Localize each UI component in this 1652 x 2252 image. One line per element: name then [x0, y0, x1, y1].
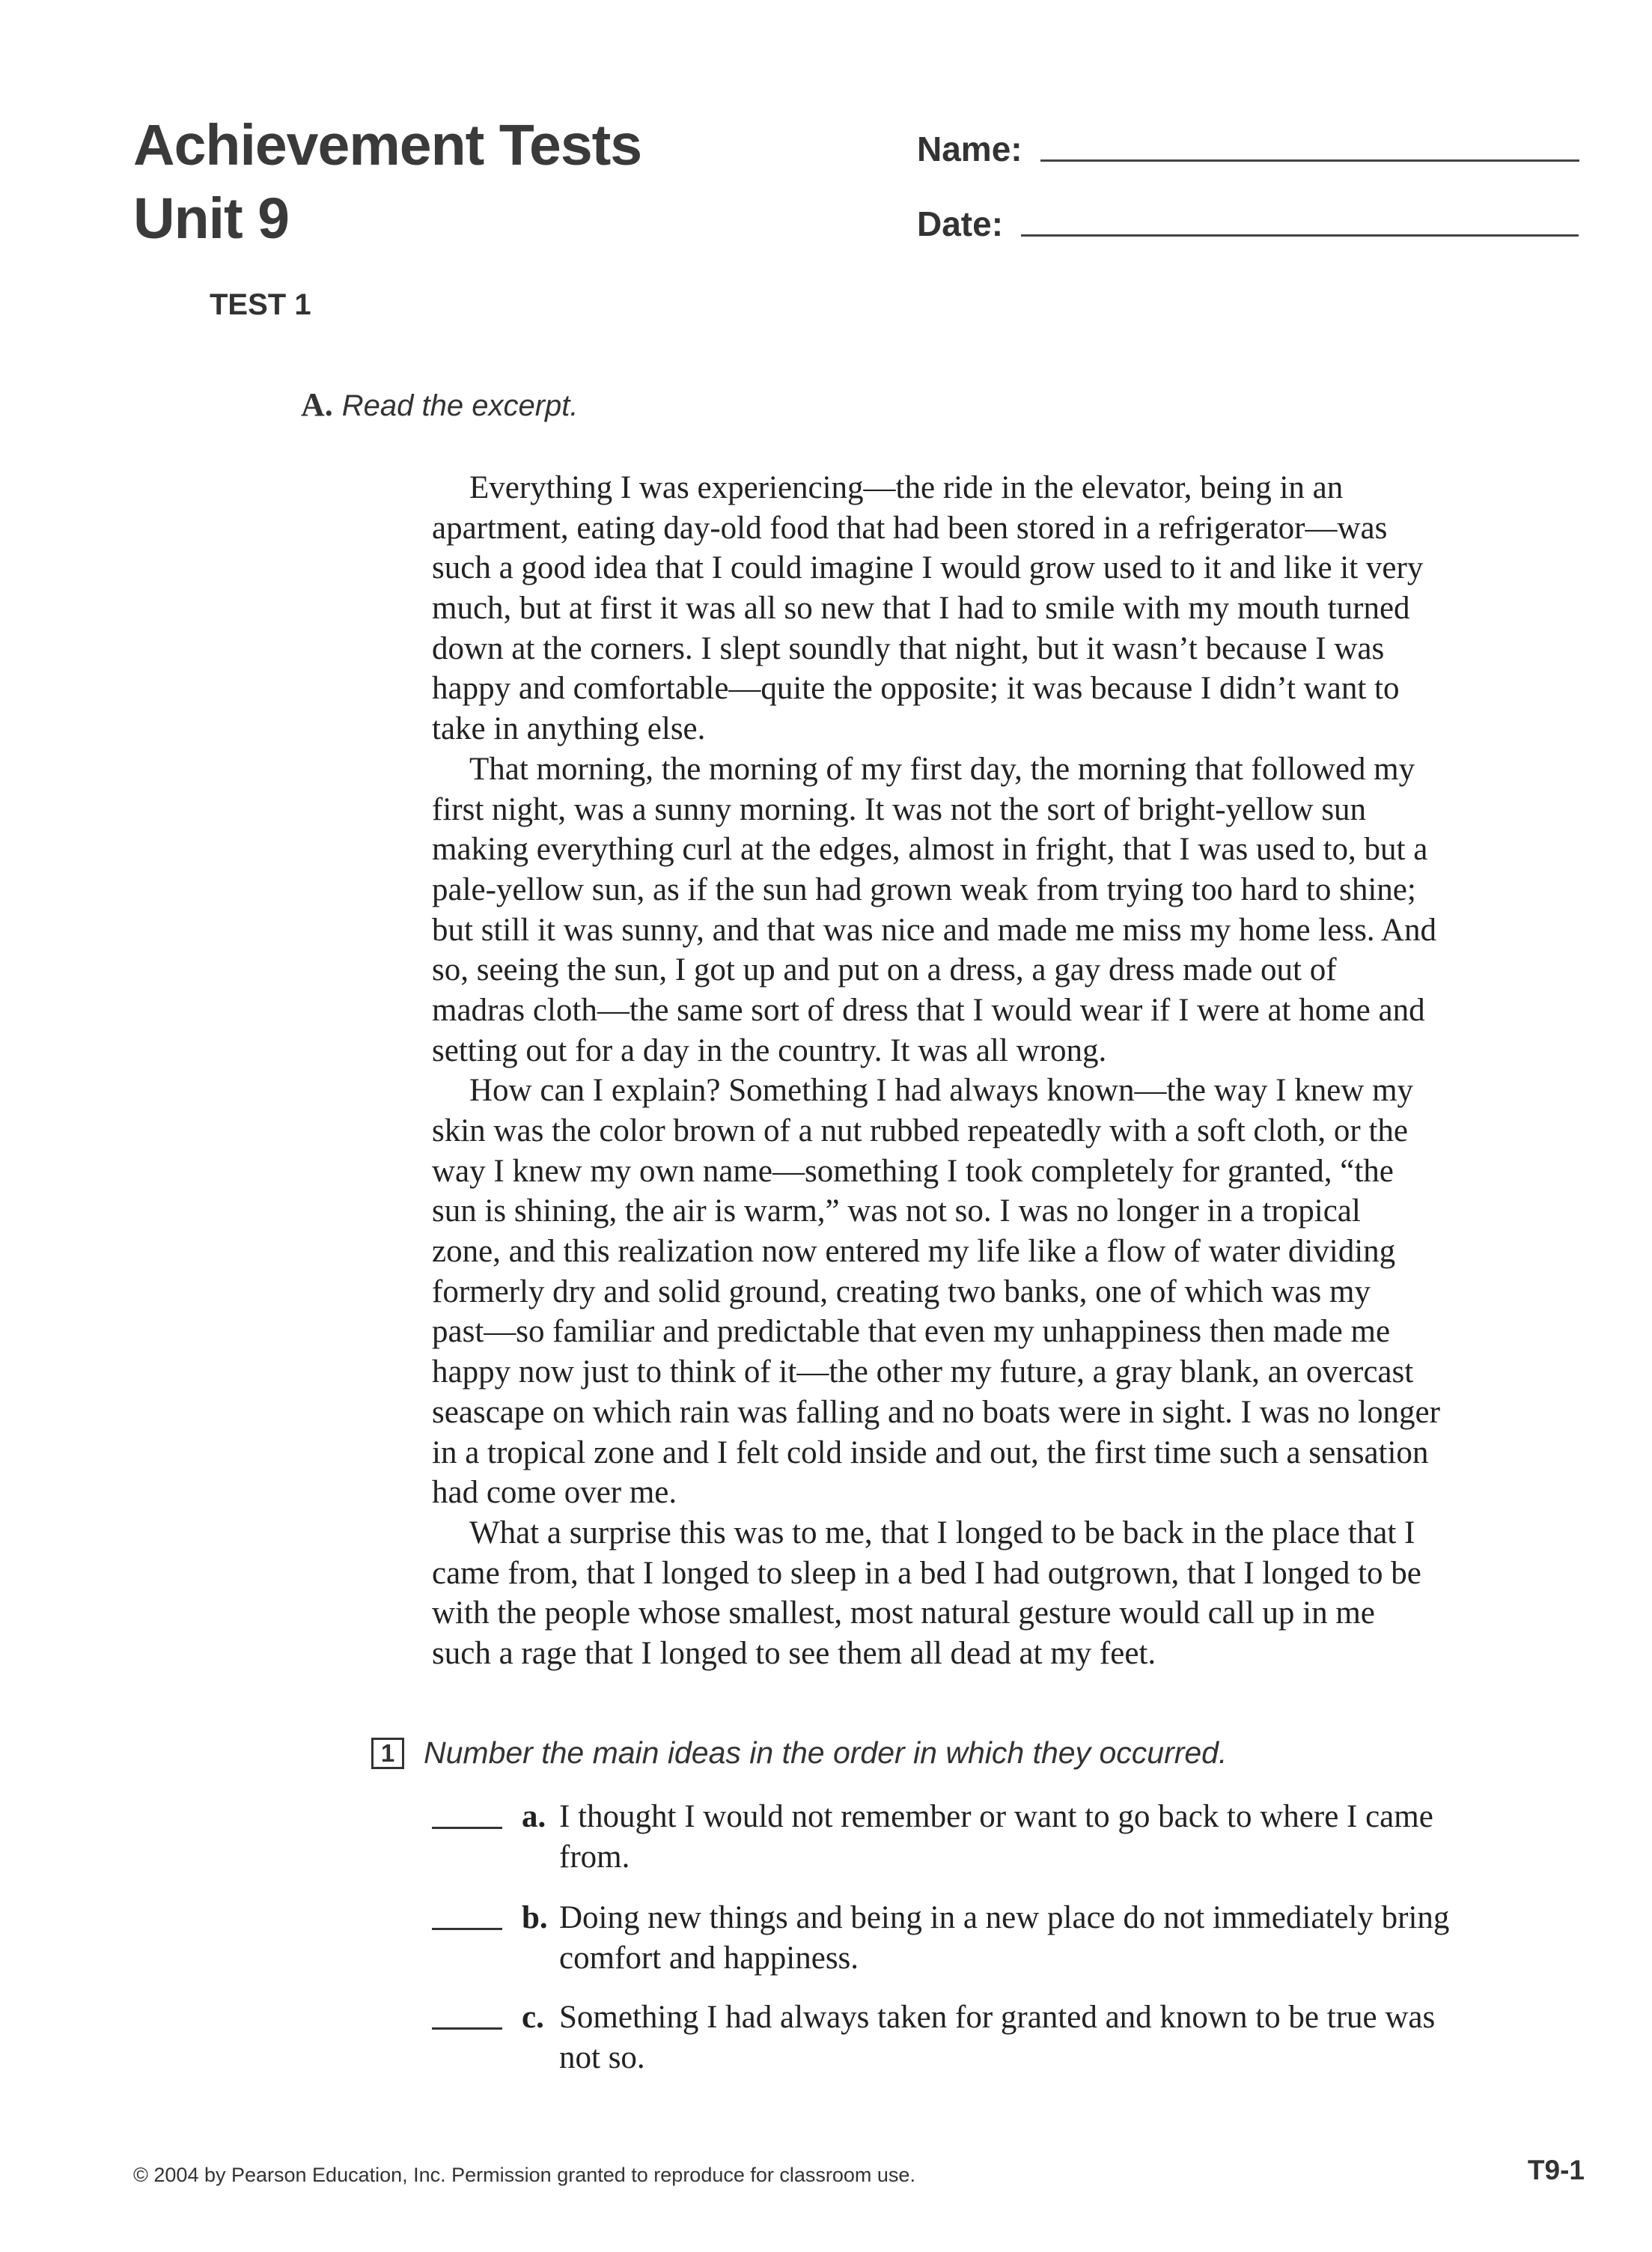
- excerpt-line: happy now just to think of it—the other my future, a gray blank, an overcast: [432, 1354, 1414, 1390]
- answer-blank-a[interactable]: [432, 1827, 502, 1829]
- excerpt-line: take in anything else.: [432, 711, 706, 747]
- excerpt-line: way I knew my own name—something I took completely for granted, “the: [432, 1153, 1394, 1189]
- item-letter: a.: [522, 1799, 546, 1834]
- excerpt-line: in a tropical zone and I felt cold inside and out, the first time such a sensation: [432, 1434, 1429, 1470]
- excerpt-line: making everything curl at the edges, almost in fright, that I was used to, but a: [432, 832, 1428, 868]
- name-blank-line[interactable]: [1040, 159, 1579, 162]
- item-text-line: comfort and happiness.: [559, 1941, 859, 1976]
- excerpt-line: down at the corners. I slept soundly that night, but it wasn’t because I was: [432, 630, 1385, 666]
- excerpt-line: apartment, eating day-old food that had been stored in a refrigerator—was: [432, 510, 1388, 546]
- title-line-1: Achievement Tests: [133, 113, 642, 177]
- question-number-box: 1: [371, 1738, 404, 1769]
- excerpt-line: What a surprise this was to me, that I longed to be back in the place that I: [469, 1515, 1415, 1550]
- excerpt-line: madras cloth—the same sort of dress that I would wear if I were at home and: [432, 992, 1425, 1028]
- date-label: Date:: [917, 204, 1004, 243]
- excerpt-line: zone, and this realization now entered my life like a flow of water dividing: [432, 1234, 1396, 1270]
- title-line-2: Unit 9: [133, 186, 289, 251]
- item-text-line: Something I had always taken for granted and known to be true was: [559, 2000, 1436, 2035]
- excerpt-line: but still it was sunny, and that was nice and made me miss my home less. And: [432, 912, 1436, 948]
- question-1-heading: [371, 1735, 1227, 1771]
- item-text-line: not so.: [559, 2040, 645, 2075]
- test-label: TEST 1: [210, 288, 311, 321]
- section-instruction: Read the excerpt.: [341, 389, 579, 422]
- excerpt-line: much, but at first it was all so new that I had to smile with my mouth turned: [432, 591, 1410, 627]
- item-text: [559, 1997, 1585, 2078]
- name-field[interactable]: [917, 129, 1579, 169]
- excerpt-line: such a rage that I longed to see them all dead at my feet.: [432, 1635, 1156, 1671]
- section-a-heading: [301, 386, 579, 424]
- excerpt-line: such a good idea that I could imagine I would grow used to it and like it very: [432, 550, 1424, 586]
- excerpt-passage: [432, 468, 1585, 1674]
- name-label: Name:: [917, 130, 1022, 168]
- excerpt-line: happy and comfortable—quite the opposite; it was because I didn’t want to: [432, 671, 1400, 707]
- page-title: [133, 109, 747, 255]
- excerpt-line: formerly dry and solid ground, creating two banks, one of which was my: [432, 1273, 1371, 1309]
- excerpt-line: How can I explain? Something I had always known—the way I knew my: [469, 1073, 1414, 1109]
- question-instruction: Number the main ideas in the order in which they occurred.: [424, 1735, 1228, 1770]
- item-text: [559, 1797, 1585, 1878]
- excerpt-line: Everything I was experiencing—the ride in the elevator, being in an: [469, 470, 1344, 505]
- date-blank-line[interactable]: [1021, 234, 1579, 237]
- excerpt-line: came from, that I longed to sleep in a bed I had outgrown, that I longed to be: [432, 1555, 1421, 1591]
- excerpt-line: setting out for a day in the country. It was all wrong.: [432, 1032, 1107, 1068]
- excerpt-line: so, seeing the sun, I got up and put on a dress, a gay dress made out of: [432, 952, 1337, 988]
- excerpt-line: seascape on which rain was falling and no boats were in sight. I was no longer: [432, 1394, 1440, 1430]
- item-letter: c.: [522, 2000, 544, 2035]
- answer-blank-b[interactable]: [432, 1928, 502, 1930]
- excerpt-line: sun is shining, the air is warm,” was not so. I was no longer in a tropical: [432, 1193, 1361, 1229]
- item-text-line: I thought I would not remember or want to go back to where I came: [559, 1799, 1433, 1834]
- item-text-line: from.: [559, 1839, 630, 1875]
- section-letter: A.: [301, 386, 333, 423]
- answer-blank-c[interactable]: [432, 2027, 502, 2030]
- excerpt-line: skin was the color brown of a nut rubbed repeatedly with a soft cloth, or the: [432, 1113, 1408, 1148]
- excerpt-line: with the people whose smallest, most natural gesture would call up in me: [432, 1595, 1375, 1631]
- excerpt-line: first night, was a sunny morning. It was not the sort of bright-yellow sun: [432, 791, 1367, 827]
- page-number: T9-1: [1527, 2155, 1585, 2185]
- excerpt-line: pale-yellow sun, as if the sun had grown weak from trying too hard to shine;: [432, 871, 1416, 907]
- item-text: [559, 1898, 1585, 1979]
- excerpt-line: That morning, the morning of my first day, the morning that followed my: [469, 751, 1415, 787]
- excerpt-line: past—so familiar and predictable that even my unhappiness then made me: [432, 1314, 1391, 1350]
- item-letter: b.: [522, 1900, 548, 1935]
- date-field[interactable]: [917, 204, 1579, 244]
- footer-copyright: © 2004 by Pearson Education, Inc. Permission granted to reproduce for classroom use.: [133, 2164, 915, 2186]
- excerpt-line: had come over me.: [432, 1475, 677, 1511]
- item-text-line: Doing new things and being in a new place do not immediately bring: [559, 1900, 1450, 1935]
